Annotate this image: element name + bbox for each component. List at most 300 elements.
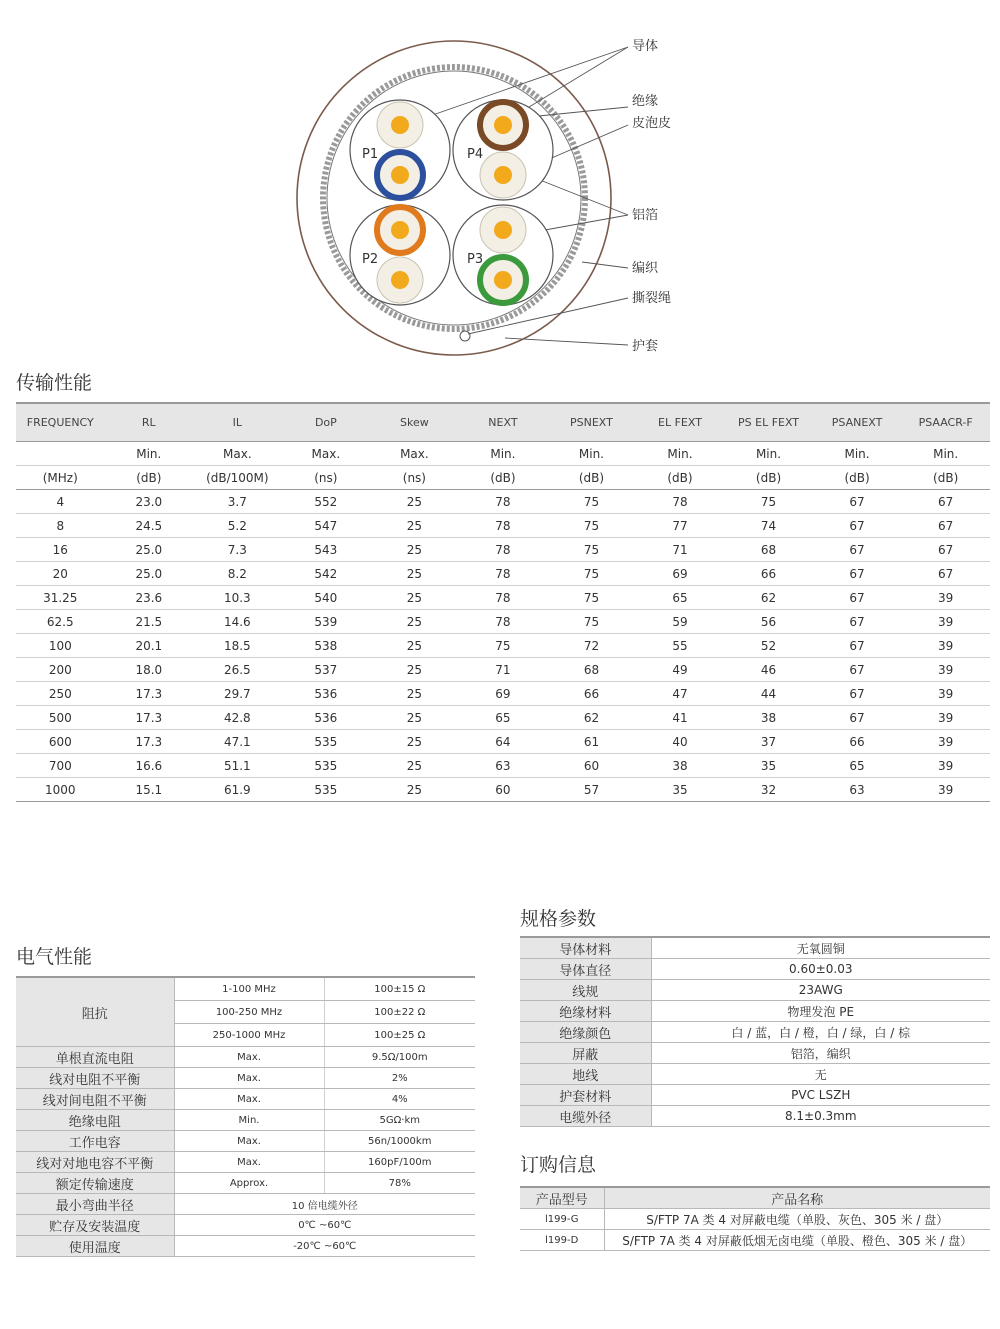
row-label: 单根直流电阻 (16, 1047, 174, 1068)
label-insulation: 绝缘 (632, 94, 659, 109)
table-cell: 25 (370, 730, 459, 754)
spec-label: 绝缘颜色 (520, 1022, 651, 1043)
limit-cell: Min. (901, 442, 990, 466)
limit-cell: Max. (174, 1047, 324, 1068)
table-cell: 78 (459, 586, 548, 610)
table-cell: 67 (901, 538, 990, 562)
spec-label: 屏蔽 (520, 1043, 651, 1064)
table-cell: 552 (282, 490, 371, 514)
table-cell: 100 (16, 634, 105, 658)
table-row (16, 1152, 475, 1173)
table-cell: 75 (724, 490, 813, 514)
wire-conductor (494, 116, 512, 134)
row-label: 额定传输速度 (16, 1173, 174, 1194)
table-cell: 23.6 (105, 586, 194, 610)
label-ripcord: 撕裂绳 (632, 291, 672, 306)
spec-label: 线规 (520, 980, 651, 1001)
table-cell: 52 (724, 634, 813, 658)
row-label: 线对电阻不平衡 (16, 1068, 174, 1089)
table-row (16, 586, 990, 610)
table-cell: 17.3 (105, 706, 194, 730)
table-cell: 200 (16, 658, 105, 682)
table-row (16, 562, 990, 586)
table-cell: 46 (724, 658, 813, 682)
table-cell: 37 (724, 730, 813, 754)
unit-cell: (dB) (105, 466, 194, 490)
table-row (16, 490, 990, 514)
impedance-value: 100±25 Ω (324, 1024, 475, 1047)
value-cell: 160pF/100m (324, 1152, 475, 1173)
label-jacket: 护套 (632, 339, 659, 354)
table-cell: 78 (459, 490, 548, 514)
row-label: 最小弯曲半径 (16, 1194, 174, 1215)
table-cell: 66 (724, 562, 813, 586)
table-row (16, 1194, 475, 1215)
transmission-title: 传输性能 (16, 372, 93, 394)
table-row (16, 1215, 475, 1236)
table-cell: 44 (724, 682, 813, 706)
table-row (520, 1230, 990, 1251)
table-cell: 542 (282, 562, 371, 586)
wire-conductor (494, 271, 512, 289)
table-row (16, 610, 990, 634)
table-cell: 25 (370, 706, 459, 730)
spec-label: 电缆外径 (520, 1106, 651, 1127)
table-cell: 67 (813, 658, 902, 682)
table-cell: 60 (459, 778, 548, 802)
table-cell: 20.1 (105, 634, 194, 658)
value-cell: 78% (324, 1173, 475, 1194)
table-cell: 537 (282, 658, 371, 682)
value-cell: 0℃ ~60℃ (174, 1215, 475, 1236)
limit-cell: Max. (174, 1131, 324, 1152)
specs-table (520, 936, 990, 1127)
column-header: PSNEXT (547, 403, 636, 442)
table-cell: 67 (813, 514, 902, 538)
table-cell: 67 (813, 586, 902, 610)
table-cell: 7.3 (193, 538, 282, 562)
impedance-label: 阻抗 (16, 977, 174, 1047)
table-cell: 67 (901, 514, 990, 538)
table-cell: 39 (901, 682, 990, 706)
table-cell: 38 (636, 754, 725, 778)
table-cell: 25 (370, 538, 459, 562)
table-cell: 500 (16, 706, 105, 730)
table-cell: 75 (547, 586, 636, 610)
table-row (16, 1068, 475, 1089)
frequency-range: 250-1000 MHz (174, 1024, 324, 1047)
table-cell: 67 (813, 538, 902, 562)
table-cell: 66 (813, 730, 902, 754)
table-cell: 67 (901, 490, 990, 514)
table-cell: 71 (459, 658, 548, 682)
table-cell: 39 (901, 706, 990, 730)
table-cell: 67 (813, 634, 902, 658)
limit-cell: Max. (174, 1068, 324, 1089)
limit-cell: Min. (724, 442, 813, 466)
wire-conductor (391, 221, 409, 239)
table-cell: 75 (547, 562, 636, 586)
table-row (520, 1106, 990, 1127)
table-row (16, 1047, 475, 1068)
column-header: PSANEXT (813, 403, 902, 442)
table-cell: 62 (547, 706, 636, 730)
limit-cell: Max. (370, 442, 459, 466)
unit-cell: (dB) (901, 466, 990, 490)
limit-cell: Min. (813, 442, 902, 466)
table-cell: 23.0 (105, 490, 194, 514)
table-cell: 25 (370, 634, 459, 658)
table-cell: 62 (724, 586, 813, 610)
table-row (16, 778, 990, 802)
table-cell: 63 (813, 778, 902, 802)
table-cell: 547 (282, 514, 371, 538)
table-cell: 25 (370, 682, 459, 706)
table-cell: 68 (724, 538, 813, 562)
label-braid: 编织 (632, 261, 659, 276)
table-cell: 38 (724, 706, 813, 730)
unit-cell: (dB) (547, 466, 636, 490)
table-cell: 39 (901, 730, 990, 754)
table-cell: 25.0 (105, 562, 194, 586)
table-cell: 78 (459, 538, 548, 562)
table-cell: 69 (459, 682, 548, 706)
unit-cell: (dB) (459, 466, 548, 490)
table-row (520, 959, 990, 980)
table-cell: 72 (547, 634, 636, 658)
table-cell: 66 (547, 682, 636, 706)
spec-label: 绝缘材料 (520, 1001, 651, 1022)
table-cell: 69 (636, 562, 725, 586)
spec-value: 0.60±0.03 (651, 959, 990, 980)
table-cell: 63 (459, 754, 548, 778)
table-cell: 42.8 (193, 706, 282, 730)
frequency-range: 100-250 MHz (174, 1001, 324, 1024)
pair-label: P4 (467, 147, 484, 162)
table-cell: 47.1 (193, 730, 282, 754)
unit-cell: (dB/100M) (193, 466, 282, 490)
column-header: IL (193, 403, 282, 442)
column-header: DoP (282, 403, 371, 442)
label-conductor: 导体 (632, 39, 659, 54)
row-label: 线对间电阻不平衡 (16, 1089, 174, 1110)
table-cell: 47 (636, 682, 725, 706)
ordering-table (520, 1186, 990, 1251)
spec-value: 23AWG (651, 980, 990, 1001)
table-row (520, 1001, 990, 1022)
table-cell: 700 (16, 754, 105, 778)
table-row (16, 1110, 475, 1131)
table-cell: 15.1 (105, 778, 194, 802)
table-cell: 67 (813, 562, 902, 586)
pair-label: P1 (362, 147, 379, 162)
table-cell: 25 (370, 658, 459, 682)
model-cell: l199-G (520, 1209, 604, 1230)
table-cell: 65 (636, 586, 725, 610)
table-cell: 17.3 (105, 730, 194, 754)
table-row (520, 1043, 990, 1064)
table-cell: 75 (547, 538, 636, 562)
limit-cell: Max. (174, 1152, 324, 1173)
column-header: PSAACR-F (901, 403, 990, 442)
transmission-table (16, 402, 990, 802)
table-cell: 78 (636, 490, 725, 514)
table-cell: 600 (16, 730, 105, 754)
table-cell: 65 (459, 706, 548, 730)
table-row (520, 1085, 990, 1106)
table-cell: 35 (636, 778, 725, 802)
table-cell: 67 (813, 490, 902, 514)
column-header: 产品型号 (520, 1187, 604, 1209)
table-cell: 31.25 (16, 586, 105, 610)
units-row (16, 466, 990, 490)
column-header: FREQUENCY (16, 403, 105, 442)
row-label: 使用温度 (16, 1236, 174, 1257)
table-row (16, 538, 990, 562)
table-cell: 25 (370, 514, 459, 538)
value-cell: -20℃ ~60℃ (174, 1236, 475, 1257)
table-cell: 535 (282, 730, 371, 754)
limit-cell: Min. (636, 442, 725, 466)
unit-cell: (dB) (636, 466, 725, 490)
spec-label: 导体直径 (520, 959, 651, 980)
table-row (16, 1131, 475, 1152)
column-header: 产品名称 (604, 1187, 990, 1209)
table-row (16, 730, 990, 754)
table-cell: 32 (724, 778, 813, 802)
unit-cell: (ns) (282, 466, 371, 490)
limit-cell: Min. (459, 442, 548, 466)
table-cell: 25 (370, 610, 459, 634)
value-cell: 4% (324, 1089, 475, 1110)
impedance-value: 100±15 Ω (324, 977, 475, 1001)
table-cell: 8 (16, 514, 105, 538)
limit-cell: Min. (174, 1110, 324, 1131)
limits-row (16, 442, 990, 466)
name-cell: S/FTP 7A 类 4 对屏蔽电缆（单股、灰色、305 米 / 盘） (604, 1209, 990, 1230)
table-cell: 26.5 (193, 658, 282, 682)
jacket-circle (297, 41, 611, 355)
table-cell: 17.3 (105, 682, 194, 706)
unit-cell: (dB) (813, 466, 902, 490)
unit-cell: (ns) (370, 466, 459, 490)
unit-cell: (dB) (724, 466, 813, 490)
pair-p2 (350, 205, 450, 305)
wire-conductor (391, 271, 409, 289)
table-cell: 25 (370, 778, 459, 802)
table-cell: 75 (547, 610, 636, 634)
wire-conductor (494, 221, 512, 239)
table-row (16, 634, 990, 658)
table-row (16, 514, 990, 538)
table-cell: 55 (636, 634, 725, 658)
pair-label: P2 (362, 252, 379, 267)
row-label: 线对对地电容不平衡 (16, 1152, 174, 1173)
table-cell: 536 (282, 682, 371, 706)
table-cell: 16.6 (105, 754, 194, 778)
table-cell: 35 (724, 754, 813, 778)
table-cell: 39 (901, 754, 990, 778)
table-cell: 250 (16, 682, 105, 706)
table-row (16, 1089, 475, 1110)
spec-label: 导体材料 (520, 937, 651, 959)
cable-cross-section-diagram (0, 0, 1000, 370)
name-cell: S/FTP 7A 类 4 对屏蔽低烟无卤电缆（单股、橙色、305 米 / 盘） (604, 1230, 990, 1251)
table-cell: 74 (724, 514, 813, 538)
table-cell: 39 (901, 586, 990, 610)
spec-label: 地线 (520, 1064, 651, 1085)
limit-cell (16, 442, 105, 466)
table-cell: 25.0 (105, 538, 194, 562)
table-cell: 41 (636, 706, 725, 730)
table-cell: 67 (813, 706, 902, 730)
ordering-title: 订购信息 (520, 1154, 597, 1176)
table-cell: 77 (636, 514, 725, 538)
table-cell: 78 (459, 610, 548, 634)
wire-conductor (391, 166, 409, 184)
table-cell: 40 (636, 730, 725, 754)
value-cell: 9.5Ω/100m (324, 1047, 475, 1068)
table-cell: 543 (282, 538, 371, 562)
column-header: RL (105, 403, 194, 442)
limit-cell: Approx. (174, 1173, 324, 1194)
row-label: 绝缘电阻 (16, 1110, 174, 1131)
limit-cell: Max. (282, 442, 371, 466)
table-cell: 59 (636, 610, 725, 634)
pair-p4 (453, 100, 553, 200)
spec-value: 无 (651, 1064, 990, 1085)
table-row (520, 1209, 990, 1230)
table-cell: 21.5 (105, 610, 194, 634)
column-header: NEXT (459, 403, 548, 442)
table-cell: 39 (901, 634, 990, 658)
spec-label: 护套材料 (520, 1085, 651, 1106)
electrical-title: 电气性能 (16, 946, 93, 968)
ripcord (460, 331, 470, 341)
value-cell: 2% (324, 1068, 475, 1089)
table-cell: 3.7 (193, 490, 282, 514)
table-cell: 18.5 (193, 634, 282, 658)
table-cell: 57 (547, 778, 636, 802)
specs-title: 规格参数 (520, 908, 597, 930)
table-cell: 67 (813, 610, 902, 634)
table-cell: 535 (282, 754, 371, 778)
row-label: 工作电容 (16, 1131, 174, 1152)
unit-cell: (MHz) (16, 466, 105, 490)
spec-value: 无氧圆铜 (651, 937, 990, 959)
table-cell: 64 (459, 730, 548, 754)
value-cell: 10 倍电缆外径 (174, 1194, 475, 1215)
value-cell: 56n/1000km (324, 1131, 475, 1152)
table-cell: 71 (636, 538, 725, 562)
table-row (16, 658, 990, 682)
table-cell: 25 (370, 586, 459, 610)
label-foam-skin: 皮泡皮 (632, 116, 672, 131)
spec-value: PVC LSZH (651, 1085, 990, 1106)
table-cell: 536 (282, 706, 371, 730)
table-cell: 51.1 (193, 754, 282, 778)
model-cell: l199-D (520, 1230, 604, 1251)
pair-label: P3 (467, 252, 484, 267)
table-cell: 65 (813, 754, 902, 778)
table-cell: 535 (282, 778, 371, 802)
table-cell: 62.5 (16, 610, 105, 634)
pair-p1 (350, 100, 450, 200)
limit-cell: Max. (193, 442, 282, 466)
table-row (16, 754, 990, 778)
table-cell: 75 (547, 514, 636, 538)
spec-value: 白 / 蓝，白 / 橙，白 / 绿，白 / 棕 (651, 1022, 990, 1043)
table-cell: 78 (459, 514, 548, 538)
table-cell: 78 (459, 562, 548, 586)
wire-conductor (391, 116, 409, 134)
electrical-table (16, 976, 475, 1257)
table-row (520, 937, 990, 959)
column-header: Skew (370, 403, 459, 442)
table-cell: 10.3 (193, 586, 282, 610)
table-cell: 60 (547, 754, 636, 778)
ordering-header-row (520, 1187, 990, 1209)
column-header: PS EL FEXT (724, 403, 813, 442)
table-cell: 538 (282, 634, 371, 658)
table-cell: 39 (901, 610, 990, 634)
table-cell: 25 (370, 490, 459, 514)
row-label: 贮存及安装温度 (16, 1215, 174, 1236)
table-cell: 39 (901, 658, 990, 682)
table-cell: 25 (370, 754, 459, 778)
table-cell: 39 (901, 778, 990, 802)
frequency-range: 1-100 MHz (174, 977, 324, 1001)
table-cell: 67 (901, 562, 990, 586)
table-row (16, 706, 990, 730)
spec-value: 铝箔，编织 (651, 1043, 990, 1064)
spec-value: 8.1±0.3mm (651, 1106, 990, 1127)
impedance-row (16, 977, 475, 1001)
table-cell: 14.6 (193, 610, 282, 634)
table-cell: 75 (547, 490, 636, 514)
table-row (520, 1064, 990, 1085)
table-cell: 24.5 (105, 514, 194, 538)
table-row (520, 980, 990, 1001)
impedance-value: 100±22 Ω (324, 1001, 475, 1024)
table-cell: 68 (547, 658, 636, 682)
table-cell: 18.0 (105, 658, 194, 682)
table-cell: 540 (282, 586, 371, 610)
table-cell: 61.9 (193, 778, 282, 802)
table-cell: 56 (724, 610, 813, 634)
table-cell: 67 (813, 682, 902, 706)
limit-cell: Max. (174, 1089, 324, 1110)
table-row (520, 1022, 990, 1043)
table-cell: 20 (16, 562, 105, 586)
table-cell: 25 (370, 562, 459, 586)
limit-cell: Min. (547, 442, 636, 466)
table-cell: 29.7 (193, 682, 282, 706)
table-cell: 1000 (16, 778, 105, 802)
table-cell: 61 (547, 730, 636, 754)
table-cell: 4 (16, 490, 105, 514)
table-cell: 539 (282, 610, 371, 634)
pair-p3 (453, 205, 553, 305)
table-cell: 16 (16, 538, 105, 562)
table-cell: 75 (459, 634, 548, 658)
table-row (16, 1173, 475, 1194)
table-row (16, 1236, 475, 1257)
table-row (16, 682, 990, 706)
limit-cell: Min. (105, 442, 194, 466)
spec-value: 物理发泡 PE (651, 1001, 990, 1022)
table-cell: 5.2 (193, 514, 282, 538)
